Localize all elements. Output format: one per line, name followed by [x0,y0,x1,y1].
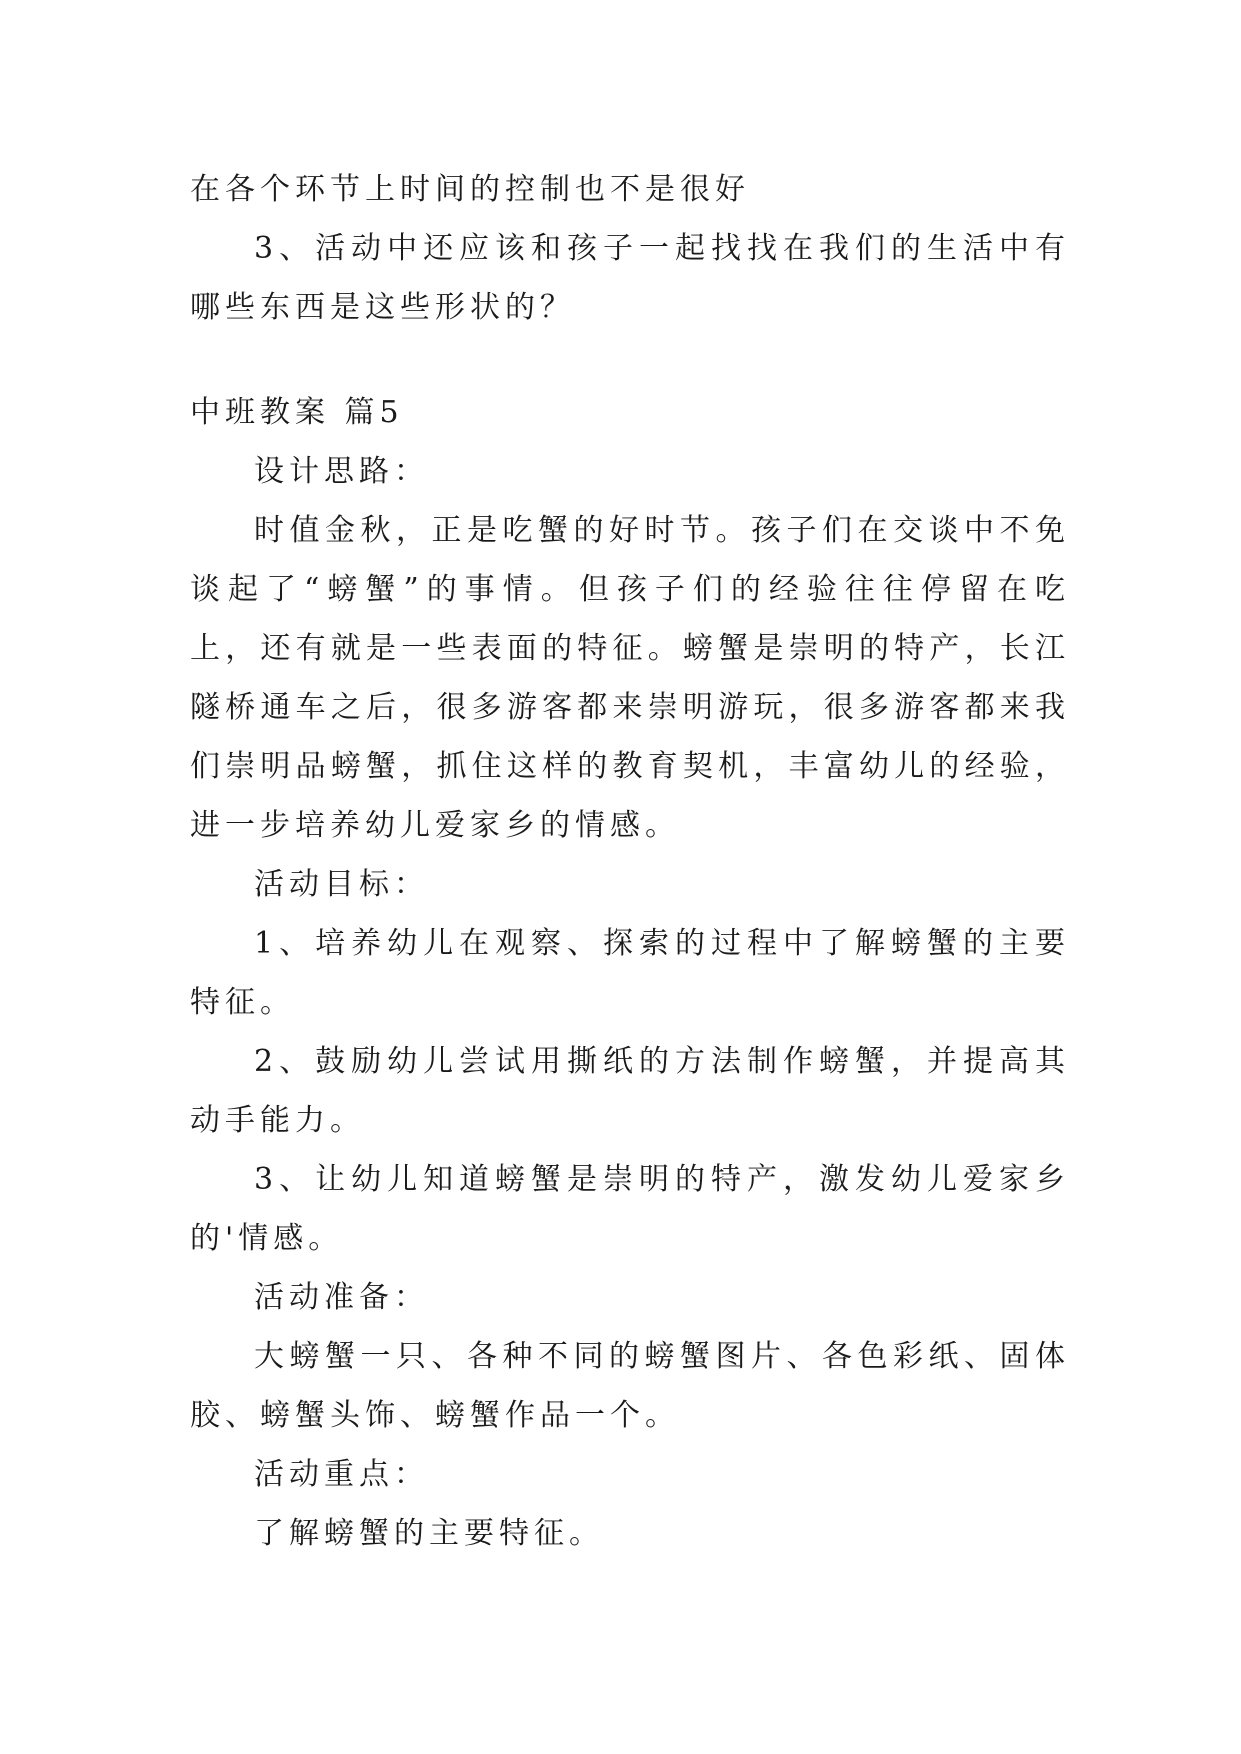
paragraph-preparation: 大螃蟹一只、各种不同的螃蟹图片、各色彩纸、固体胶、螃蟹头饰、螃蟹作品一个。 [190,1339,1070,1433]
paragraph-time-control: 在各个环节上时间的控制也不是很好 [190,172,750,207]
paragraph-focus: 了解螃蟹的主要特征。 [254,1516,604,1551]
paragraph-reflection-3: 3、活动中还应该和孩子一起找找在我们的生活中有哪些东西是这些形状的？ [190,231,1070,325]
subheading-activity-preparation: 活动准备： [254,1280,429,1315]
document-body [190,160,1070,1563]
goal-item-2: 2、鼓励幼儿尝试用撕纸的方法制作螃蟹，并提高其动手能力。 [190,1044,1070,1138]
section-heading: 中班教案 篇5 [190,395,404,430]
paragraph-design-idea: 时值金秋，正是吃蟹的好时节。孩子们在交谈中不免谈起了“螃蟹”的事情。但孩子们的经验往往停留在吃上，还有就是一些表面的特征。螃蟹是崇明的特产，长江隧桥通车之后，很多游客都来崇明游玩，很多游客都来我们崇明品螃蟹，抓住这样的教育契机，丰富幼儿的经验，进一步培养幼儿爱家乡的情感。 [190,513,1070,843]
subheading-activity-goals: 活动目标： [254,867,429,902]
goal-item-1: 1、培养幼儿在观察、探索的过程中了解螃蟹的主要特征。 [190,926,1070,1020]
goal-item-3: 3、让幼儿知道螃蟹是崇明的特产，激发幼儿爱家乡的'情感。 [190,1162,1070,1256]
subheading-design-idea: 设计思路： [254,454,429,489]
subheading-activity-focus: 活动重点： [254,1457,429,1492]
